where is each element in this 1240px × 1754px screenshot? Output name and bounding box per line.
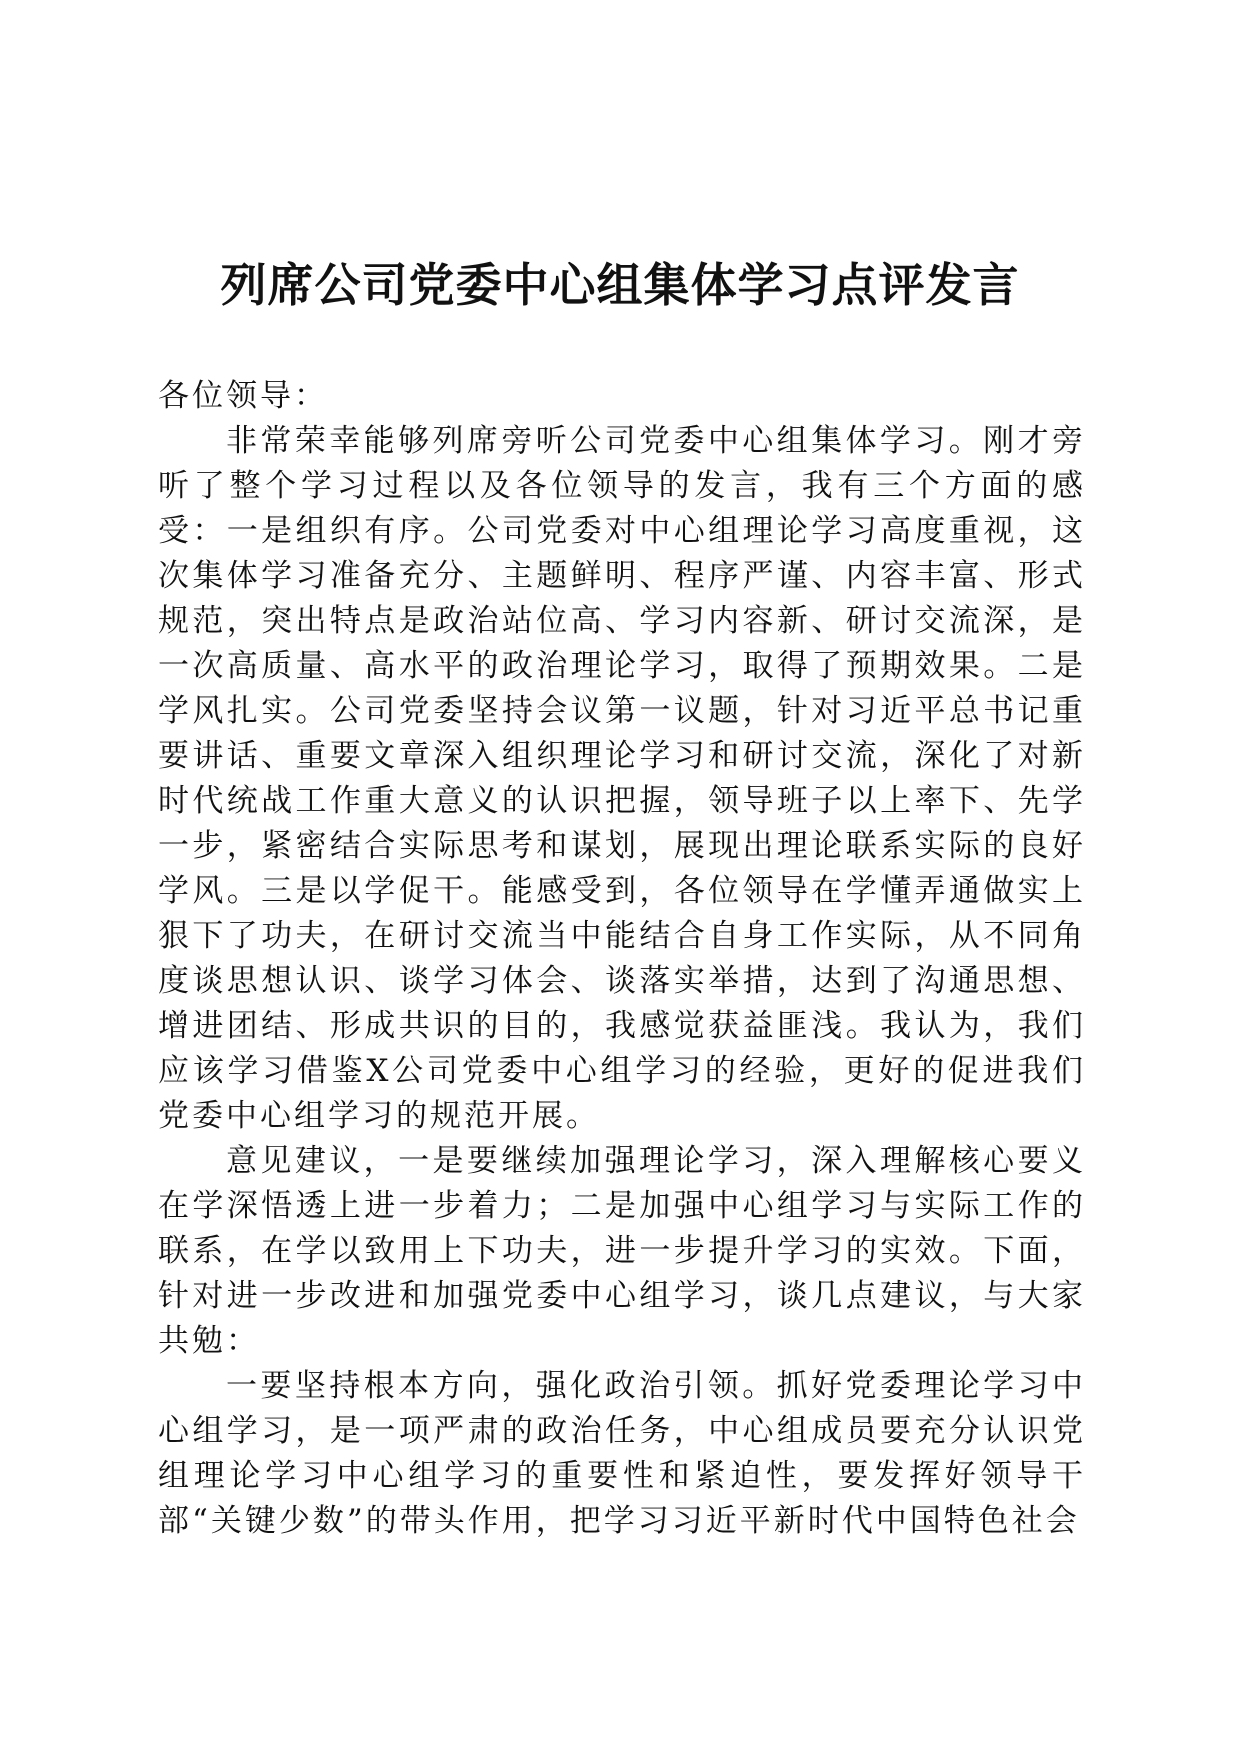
salutation: 各位领导：: [158, 378, 328, 414]
document-body: [158, 374, 1086, 1544]
paragraph-suggestions: 意见建议，一是要继续加强理论学习，深入理解核心要义在学深悟透上进一步着力；二是加强中心组学习与实际工作的联系，在学以致用上下功夫，进一步提升学习的实效。下面，针对进一步改进和加强党委中心组学习，谈几点建议，与大家共勉：: [158, 1143, 1086, 1359]
paragraph-impressions: 非常荣幸能够列席旁听公司党委中心组集体学习。刚才旁听了整个学习过程以及各位领导的发言，我有三个方面的感受：一是组织有序。公司党委对中心组理论学习高度重视，这次集体学习准备充分、主题鲜明、程序严谨、内容丰富、形式规范，突出特点是政治站位高、学习内容新、研讨交流深，是一次高质量、高水平的政治理论学习，取得了预期效果。二是学风扎实。公司党委坚持会议第一议题，针对习近平总书记重要讲话、重要文章深入组织理论学习和研讨交流，深化了对新时代统战工作重大意义的认识把握，领导班子以上率下、先学一步，紧密结合实际思考和谋划，展现出理论联系实际的良好学风。三是以学促干。能感受到，各位领导在学懂弄通做实上狠下了功夫，在研讨交流当中能结合自身工作实际，从不同角度谈思想认识、谈学习体会、谈落实举措，达到了沟通思想、增进团结、形成共识的目的，我感觉获益匪浅。我认为，我们应该学习借鉴X公司党委中心组学习的经验，更好的促进我们党委中心组学习的规范开展。: [158, 423, 1086, 1134]
paragraph-first-recommendation: 一要坚持根本方向，强化政治引领。抓好党委理论学习中心组学习，是一项严肃的政治任务，中心组成员要充分认识党组理论学习中心组学习的重要性和紧迫性，要发挥好领导干部“关键少数”的带头作用，把学习习近平新时代中国特色社会: [158, 1368, 1086, 1539]
document-title: 列席公司党委中心组集体学习点评发言: [220, 258, 1020, 312]
